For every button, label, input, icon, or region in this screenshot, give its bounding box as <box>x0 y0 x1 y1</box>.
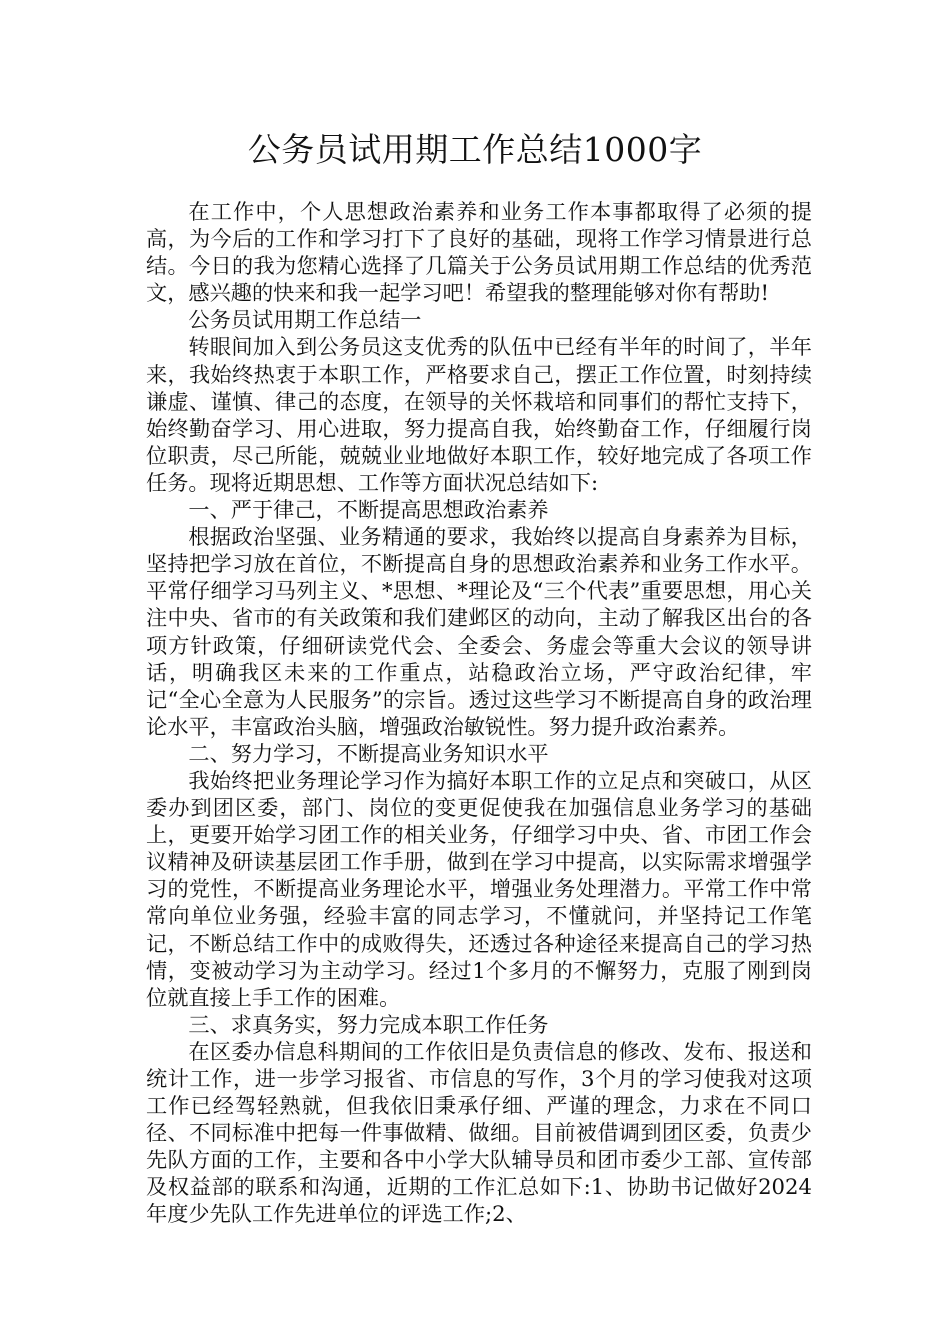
section-heading: 二、努力学习，不断提高业务知识水平 <box>188 740 549 766</box>
body-paragraph: 我始终把业务理论学习作为搞好本职工作的立足点和突破口，从区委办到团区委，部门、岗位的变更促使我在加强信息业务学习的基础上，更要开始学习团工作的相关业务，仔细学习中央、省、市团工作会议精神及研读基层团工作手册，做到在学习中提高，以实际需求增强学习的党性，不断提高业务理论水平，增强业务处理潜力。平常工作中常常向单位业务强，经验丰富的同志学习，不懂就问，并坚持记工作笔记，不断总结工作中的成败得失，还透过各种途径来提高自己的学习热情，变被动学习为主动学习。经过1个多月的不懈努力，克服了刚到岗位就直接上手工作的困难。 <box>146 767 812 1010</box>
body-paragraph: 转眼间加入到公务员这支优秀的队伍中已经有半年的时间了，半年来，我始终热衷于本职工作，严格要求自己，摆正工作位置，时刻持续谦虚、谨慎、律己的态度，在领导的关怀栽培和同事们的帮忙支持下，始终勤奋学习、用心进取，努力提高自我，始终勤奋工作，仔细履行岗位职责，尽己所能，兢兢业业地做好本职工作，较好地完成了各项工作任务。现将近期思想、工作等方面状况总结如下: <box>146 334 812 495</box>
body-paragraph: 根据政治坚强、业务精通的要求，我始终以提高自身素养为目标，坚持把学习放在首位，不断提高自身的思想政治素养和业务工作水平。平常仔细学习马列主义、*思想、*理论及“三个代表”重要思想，用心关注中央、省市的有关政策和我们建邺区的动向，主动了解我区出台的各项方针政策，仔细研读党代会、全委会、务虚会等重大会议的领导讲话，明确我区未来的工作重点，站稳政治立场，严守政治纪律，牢记“全心全意为人民服务”的宗旨。透过这些学习不断提高自身的政治理论水平，丰富政治头脑，增强政治敏锐性。努力提升政治素养。 <box>146 524 812 739</box>
section-heading: 三、求真务实，努力完成本职工作任务 <box>188 1011 549 1037</box>
intro-paragraph: 在工作中，个人思想政治素养和业务工作本事都取得了必须的提高，为今后的工作和学习打下了良好的基础，现将工作学习情景进行总结。今日的我为您精心选择了几篇关于公务员试用期工作总结的优秀范文，感兴趣的快来和我一起学习吧！希望我的整理能够对你有帮助! <box>146 199 812 306</box>
body-paragraph: 在区委办信息科期间的工作依旧是负责信息的修改、发布、报送和统计工作，进一步学习报省、市信息的写作，3个月的学习使我对这项工作已经驾轻熟就，但我依旧秉承仔细、严谨的理念，力求在不同口径、不同标准中把每一件事做精、做细。目前被借调到团区委，负责少先队方面的工作，主要和各中小学大队辅导员和团市委少工部、宣传部及权益部的联系和沟通，近期的工作汇总如下:1、协助书记做好2024年度少先队工作先进单位的评选工作;2、 <box>146 1038 812 1227</box>
section-heading: 公务员试用期工作总结一 <box>188 307 422 333</box>
section-heading: 一、严于律己，不断提高思想政治素养 <box>188 497 549 523</box>
document-title: 公务员试用期工作总结1000字 <box>247 130 703 169</box>
document-body <box>146 198 812 1228</box>
